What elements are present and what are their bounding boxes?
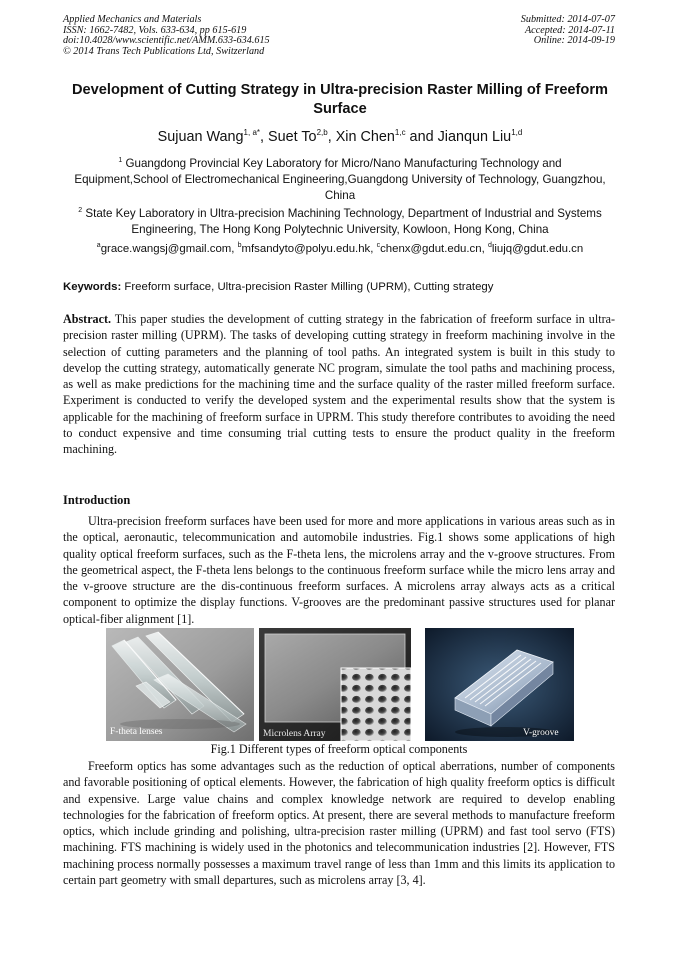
email-sup: c	[376, 242, 381, 249]
accepted-date: Accepted: 2014-07-11	[524, 24, 615, 36]
affiliation-sup: 1	[118, 157, 123, 164]
keywords-text: Freeform surface, Ultra-precision Raster Milling (UPRM), Cutting strategy	[124, 281, 494, 293]
abstract-label: Abstract.	[63, 312, 112, 326]
author-name: Suet To	[268, 129, 317, 145]
email-sup: d	[487, 242, 492, 249]
dates-info	[521, 15, 615, 47]
copyright: © 2014 Trans Tech Publications Ltd, Switzerland	[63, 45, 265, 57]
online-date: Online: 2014-09-19	[533, 35, 615, 47]
keywords	[63, 279, 618, 295]
f-theta-lens-image	[106, 628, 254, 741]
intro-paragraph-1: Ultra-precision freeform surfaces have been used for more and more applications in various areas such as in the optical, aeronautic, telecommunication and automobile industries. Fig.1 shows some applications of high quality optical freeform surfaces, such as the F-theta lens, the microlens array and the v-groove structures. From the geometrical aspect, the F-theta lens belongs to the continuous freeform surface while the micro lens array and the v-groove structure are the dis-continuous freeform surfaces. A microlens array always acts as a critical component to optimize the display functions. V-grooves are the predominant passive structures used for planar optical-fiber alignment [1].	[63, 514, 615, 626]
intro-paragraph-2: Freeform optics has some advantages such as the reduction of optical aberrations, number of components and favorable positioning of optical elements. However, the fabrication of high quality freeform optics is difficult and expensive. Large value chains and complex knowledge network are required to develop enabling technologies for the fabrication of freeform optics. At present, there are several methods to manufacture freeform optics, which include grinding and polishing, ultra-precision raster milling (UPRM) and fast tool servo (FTS) machining. FTS machining is widely used in the photonics and telecommunication industries [2]. However, FTS machining process normally possesses a maximum travel range of less than 1mm and this limits its application to certain part geometry with small departures, such as microlens array [3, 4].	[63, 759, 615, 887]
author-affil-sup: 1,c	[394, 128, 406, 137]
issn: ISSN: 1662-7482, Vols. 633-634, pp 615-619	[63, 24, 247, 36]
v-groove-image	[425, 628, 574, 741]
journal-name: Applied Mechanics and Materials	[63, 14, 202, 25]
doi[interactable]: doi:10.4028/www.scientific.net/AMM.633-634.615	[63, 35, 270, 47]
affiliation-2	[70, 206, 610, 238]
author-separator: ,	[327, 129, 336, 145]
section-heading-introduction: Introduction	[63, 493, 131, 507]
email-list: $^a$grace.wangsj@gmail.com, $^b$mfsandyto@polyu.edu.hk, $^c$chenx@gdut.edu.cn, $^d$liujq@gdut.edu.cn	[96, 242, 584, 255]
author-affil-sup: 1, a*	[243, 128, 261, 137]
author-list	[60, 128, 620, 146]
affiliation-1	[70, 156, 610, 203]
figure-caption: Fig.1 Different types of freeform optical components	[210, 742, 468, 756]
email-address[interactable]: liujq@gdut.edu.cn	[491, 243, 584, 255]
abstract-text: This paper studies the development of cutting strategy in the fabrication of freeform surface in ultra-precision raster milling (UPRM). The tasks of developing cutting strategy in freeform machining involve in the selection of cutting parameters and the planning of tool paths. An integrated system is built in this study to develop the cutting strategy, automatically generate NC program, simulate the tool paths and machining process, as well as make predictions for the machining time and the surface quality of the raster milled freeform surface. Experiment is conducted to verify the developed system and the experimental results show that the system is applicable for the machining of freeform surface in UPRM. This study therefore contributes to avoiding the need to conduct expensive and time consuming trial cutting tests to ensure the product quality in the freeform machining.	[63, 312, 615, 456]
figure-1	[106, 628, 574, 741]
email-sup: b	[237, 242, 242, 249]
email-address[interactable]: grace.wangsj@gmail.com	[100, 243, 232, 255]
affiliation-text: Guangdong Provincial Key Laboratory for Micro/Nano Manufacturing Technology and Equipment,School of Electromechanical Engineering,Guangdong University of Technology, Guangzhou, China	[74, 157, 606, 202]
author-affil-sup: 1,d	[511, 128, 523, 137]
author-name: Sujuan Wang	[157, 129, 244, 145]
author-name: Xin Chen	[335, 129, 395, 145]
affiliation-text: State Key Laboratory in Ultra-precision Machining Technology, Department of Industrial and Systems Engineering, The Hong Kong Polytechnic University, Kowloon, Hong Kong, China	[85, 207, 602, 236]
email-address[interactable]: mfsandyto@polyu.edu.hk	[241, 243, 371, 255]
journal-info	[63, 15, 270, 57]
panel-label: V-groove	[523, 728, 559, 738]
paper-title: Development of Cutting Strategy in Ultra-precision Raster Milling of Freeform Surface	[72, 82, 608, 117]
author-separator: and	[405, 129, 438, 145]
keywords-label: Keywords:	[63, 281, 122, 293]
panel-label: F-theta lenses	[110, 727, 163, 737]
abstract	[63, 311, 615, 457]
affiliation-sup: 2	[78, 207, 83, 214]
author-affil-sup: 2,b	[316, 128, 328, 137]
panel-label: Microlens Array	[263, 729, 326, 739]
microlens-array-image	[259, 628, 411, 741]
email-address[interactable]: chenx@gdut.edu.cn	[380, 243, 482, 255]
author-name: Jianqun Liu	[437, 129, 512, 145]
author-separator: ,	[260, 129, 269, 145]
submitted-date: Submitted: 2014-07-07	[520, 14, 615, 25]
email-sup: a	[96, 242, 101, 249]
